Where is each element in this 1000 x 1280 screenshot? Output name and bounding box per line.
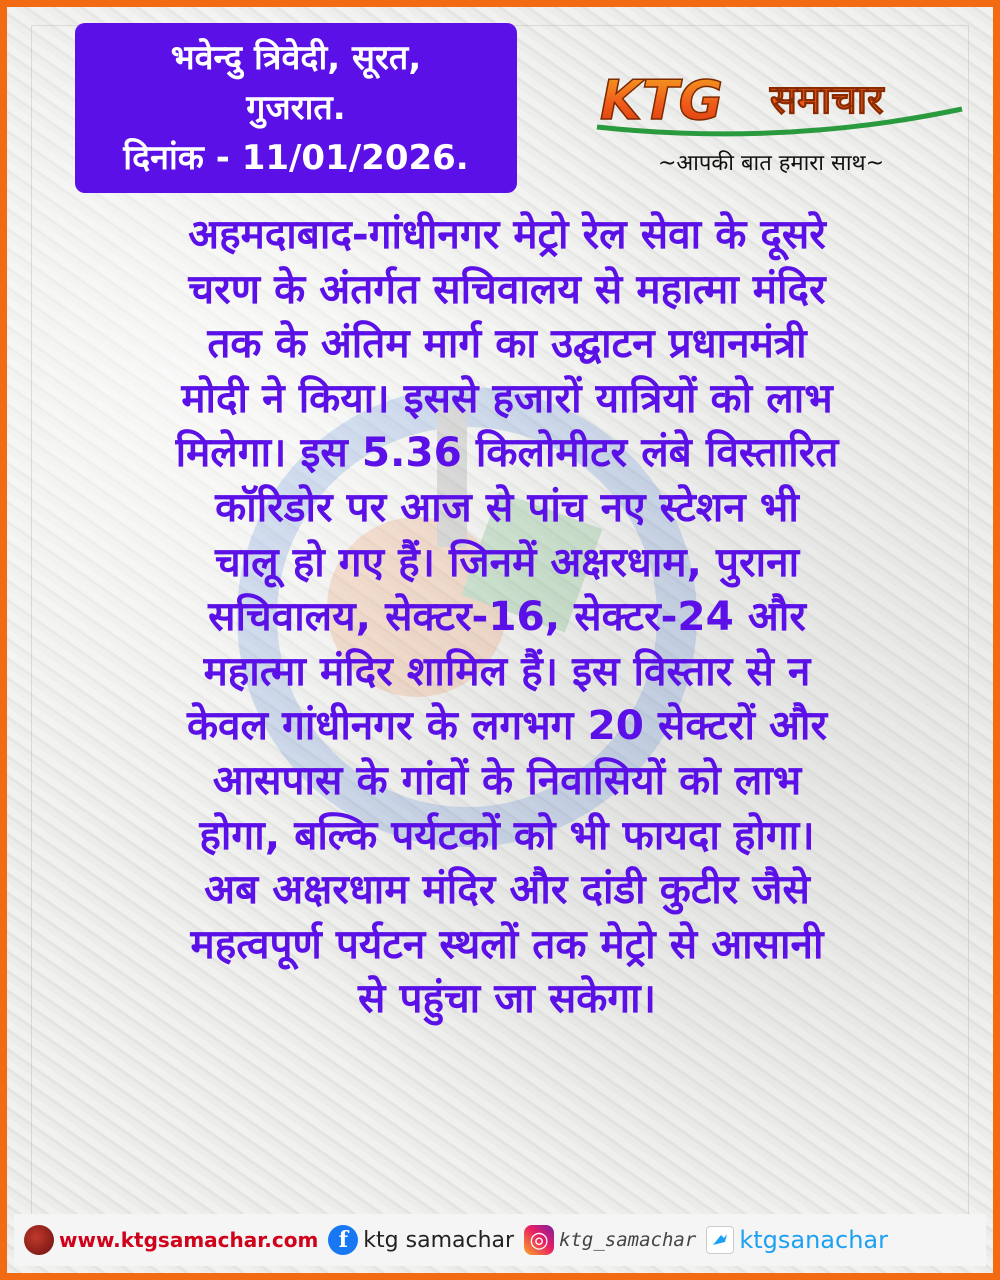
facebook-icon: f (328, 1225, 358, 1255)
instagram-link[interactable] (524, 1225, 696, 1255)
publish-date: दिनांक - 11/01/2026. (123, 138, 469, 178)
facebook-link[interactable] (328, 1225, 514, 1255)
article-line: महात्मा मंदिर शामिल हैं। इस विस्तार से न (203, 646, 811, 695)
article-line: होगा, बल्कि पर्यटकों को भी फायदा होगा। (199, 810, 815, 859)
twitter-link[interactable] (706, 1226, 888, 1254)
article-line: केवल गांधीनगर के लगभग 20 सेक्टरों और (186, 701, 828, 750)
globe-icon (24, 1225, 54, 1255)
author-date-box (75, 23, 517, 193)
article-line: मोदी ने किया। इससे हजारों यात्रियों को लाभ (181, 373, 833, 422)
article-line: आसपास के गांवों के निवासियों को लाभ (212, 755, 802, 804)
article-line: चालू हो गए हैं। जिनमें अक्षरधाम, पुराना (214, 537, 800, 586)
article-line: चरण के अंतर्गत सचिवालय से महात्मा मंदिर (188, 264, 826, 313)
article-line: अब अक्षरधाम मंदिर और दांडी कुटीर जैसे (204, 865, 810, 914)
twitter-text: ktgsanachar (739, 1226, 888, 1254)
article-line: तक के अंतिम मार्ग का उद्घाटन प्रधानमंत्री (207, 319, 807, 368)
article-line: अहमदाबाद-गांधीनगर मेट्रो रेल सेवा के दूसरे (188, 210, 826, 258)
article-line: सचिवालय, सेक्टर-16, सेक्टर-24 और (208, 592, 806, 641)
article-line: से पहुंचा जा सकेगा। (357, 974, 657, 1023)
social-footer (14, 1214, 986, 1266)
article-line: कॉरिडोर पर आज से पांच नए स्टेशन भी (215, 482, 799, 531)
brand-tagline: ~आपकी बात हमारा साथ~ (657, 151, 885, 176)
logo-latin-text: KTG (600, 69, 724, 132)
twitter-icon (706, 1226, 734, 1254)
instagram-text: ktg_samachar (559, 1229, 697, 1251)
author-state: गुजरात. (246, 88, 346, 128)
news-article (37, 207, 977, 1026)
facebook-text: ktg samachar (363, 1227, 515, 1253)
instagram-icon: ◎ (524, 1225, 554, 1255)
author-name: भवेन्दु त्रिवेदी, सूरत, (170, 38, 422, 78)
ktg-samachar-logo (592, 69, 972, 139)
website-text: www.ktgsamachar.com (59, 1228, 319, 1252)
article-line: मिलेगा। इस 5.36 किलोमीटर लंबे विस्तारित (175, 428, 839, 477)
website-link[interactable] (24, 1225, 318, 1255)
logo-hindi-text: समाचार (770, 77, 884, 123)
article-line: महत्वपूर्ण पर्यटन स्थलों तक मेट्रो से आसानी (190, 919, 824, 968)
